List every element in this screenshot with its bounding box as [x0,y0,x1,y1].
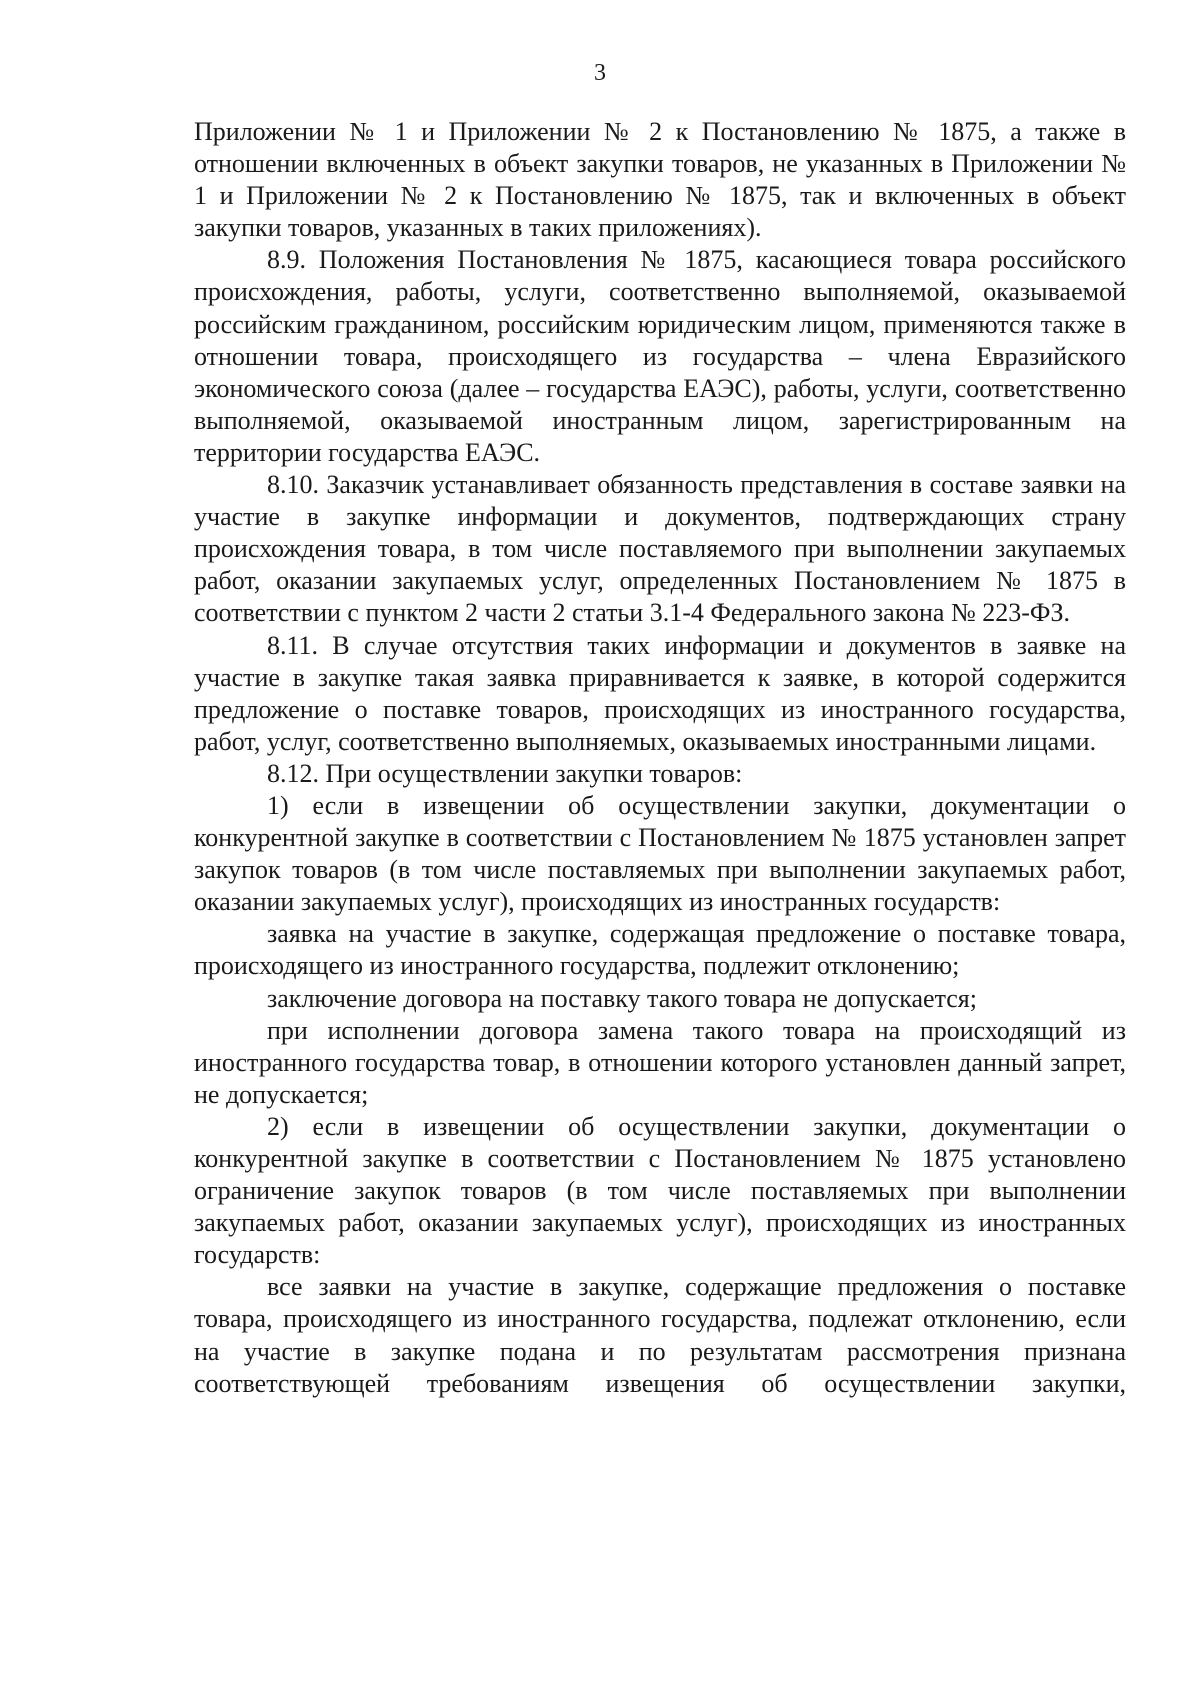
list-item-2-clause-a: все заявки на участие в закупке, содержащие предложения о поставке товара, происходящего из иностранного государства, подлежат отклонению, если на участие в закупке подана и по результатам рассмотрения признана соответствующей требованиям извещения об осуществлении закупки, [194,1272,1126,1398]
paragraph-continuation: Приложении № 1 и Приложении № 2 к Постановлению № 1875, а также в отношении включенных в объект закупки товаров, не указанных в Приложении № 1 и Приложении № 2 к Постановлению № 1875, так и включенных в объект закупки товаров, указанных в таких приложениях). [194,117,1126,243]
paragraph-8-9: 8.9. Положения Постановления № 1875, касающиеся товара российского происхождения, работы, услуги, соответственно выполняемой, оказываемой российским гражданином, российским юридическим лицом, применяются также в отношении товара, происходящего из государства – члена Евразийского экономического союза (далее – государства ЕАЭС), работы, услуги, соответственно выполняемой, оказываемой иностранным лицом, зарегистрированным на территории государства ЕАЭС. [194,245,1126,467]
document-body [194,116,1126,1400]
paragraph-8-11: 8.11. В случае отсутствия таких информации и документов в заявке на участие в закупке такая заявка приравнивается к заявке, в которой содержится предложение о поставке товаров, происходящих из иностранного государства, работ, услуг, соответственно выполняемых, оказываемых иностранными лицами. [194,630,1126,756]
list-item-1: 1) если в извещении об осуществлении закупки, документации о конкурентной закупке в соответствии с Постановлением № 1875 установлен запрет закупок товаров (в том числе поставляемых при выполнении закупаемых работ, оказании закупаемых услуг), происходящих из иностранных государств: [194,790,1126,917]
page-number: 3 [594,60,606,86]
list-item-2: 2) если в извещении об осуществлении закупки, документации о конкурентной закупке в соответствии с Постановлением № 1875 установлено ограничение закупок товаров (в том числе поставляемых при выполнении закупаемых работ, оказании закупаемых услуг), происходящих из иностранных государств: [194,1111,1126,1270]
paragraph-8-12: 8.12. При осуществлении закупки товаров: [267,758,743,788]
paragraph-8-10: 8.10. Заказчик устанавливает обязанность представления в составе заявки на участие в закупке информации и документов, подтверждающих страну происхождения товара, в том числе поставляемого при выполнении закупаемых работ, оказании закупаемых услуг, определенных Постановлением № 1875 в соответствии с пунктом 2 части 2 статьи 3.1-4 Федерального закона № 223-ФЗ. [194,470,1126,628]
list-item-1-clause-c: при исполнении договора замена такого товара на происходящий из иностранного государства товар, в отношении которого установлен данный запрет, не допускается; [194,1015,1126,1109]
list-item-1-clause-b: заключение договора на поставку такого товара не допускается; [267,983,977,1013]
list-item-1-clause-a: заявка на участие в закупке, содержащая предложение о поставке товара, происходящего из иностранного государства, подлежит отклонению; [194,919,1126,981]
